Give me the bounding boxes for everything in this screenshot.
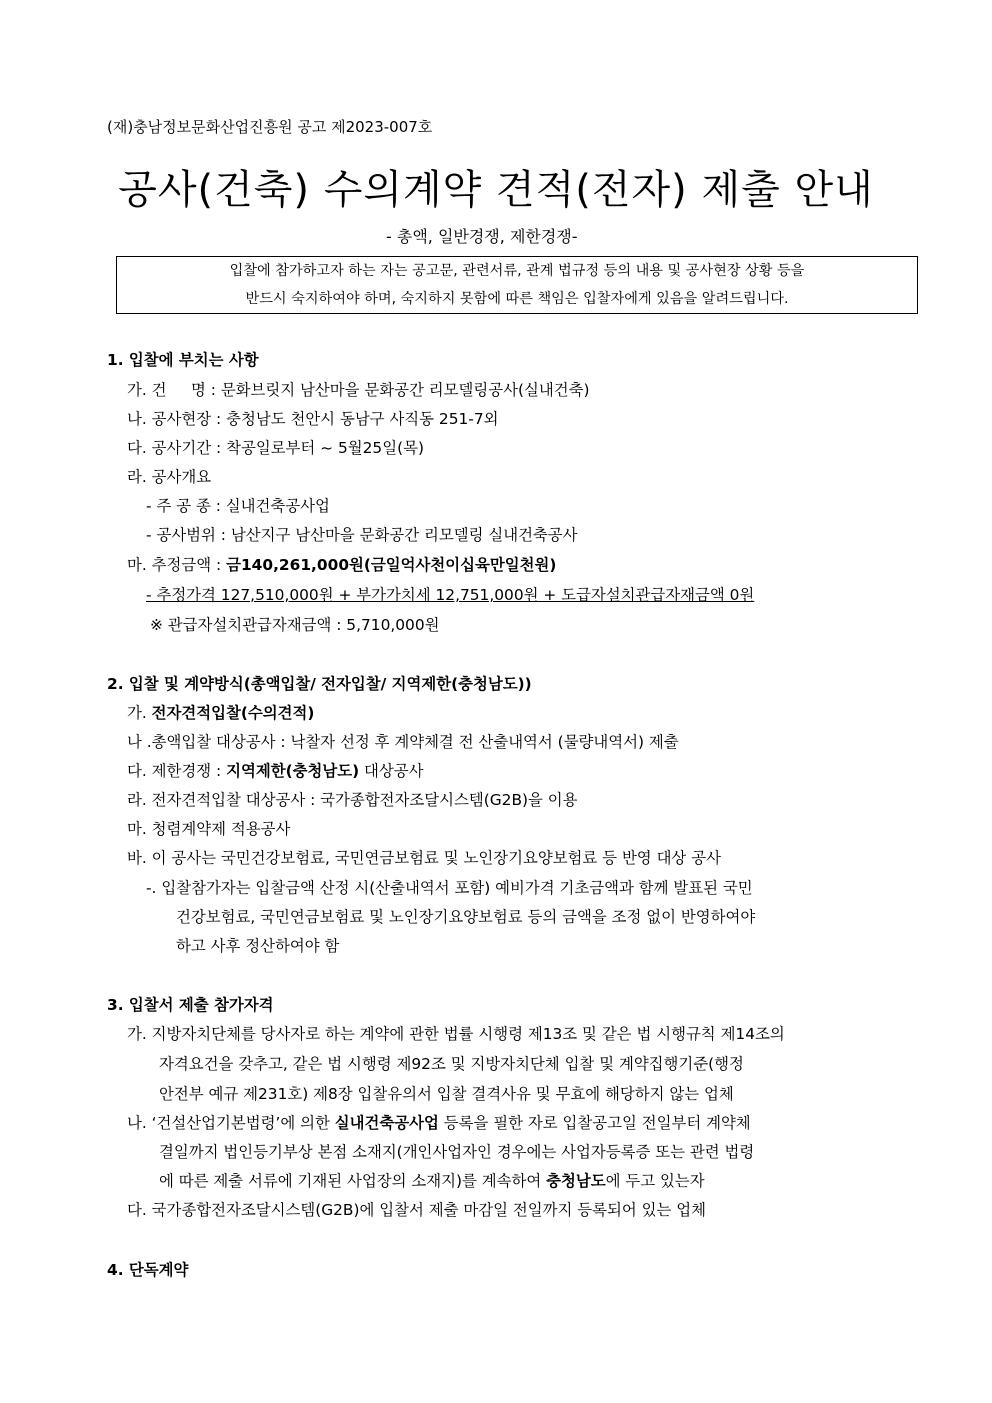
item-prefix: 나. ‘건설산업기본법령’에 의한 [127, 1114, 335, 1132]
section2-item-b: 나 .총액입찰 대상공사 : 낙찰자 선정 후 계약체결 전 산출내역서 (물량내역서) 제출 [127, 733, 679, 751]
page-title: 공사(건축) 수의계약 견적(전자) 제출 안내 [118, 167, 874, 213]
item-emphasis: 충청남도 [546, 1172, 606, 1190]
item-prefix: 가. [127, 704, 152, 722]
section3-item-c: 다. 국가종합전자조달시스템(G2B)에 입찰서 제출 마감일 전일까지 등록되어 있는 업체 [127, 1201, 706, 1219]
section3-item-b-cont: 결일까지 법인등기부상 본점 소재지(개인사업자인 경우에는 사업자등록증 또는 관련 법령 [159, 1143, 755, 1161]
section3-heading: 3. 입찰서 제출 참가자격 [107, 996, 274, 1014]
item-emphasis: 지역제한(충청남도) [226, 762, 360, 780]
section2-item-f: 바. 이 공사는 국민건강보험료, 국민연금보험료 및 노인장기요양보험료 등 반영 대상 공사 [127, 849, 721, 867]
section3-item-b-cont [159, 1170, 705, 1192]
notice-box-line: 입찰에 참가하고자 하는 자는 공고문, 관련서류, 관계 법규정 등의 내용 및 공사현장 상황 등을 [229, 263, 805, 279]
item-suffix: 대상공사 [359, 762, 424, 780]
section2-item-e: 마. 청렴계약제 적용공사 [127, 820, 291, 838]
section2-item-c [127, 760, 423, 782]
section4-heading: 4. 단독계약 [107, 1261, 189, 1279]
item-suffix: 등록을 필한 자로 입찰공고일 전일부터 계약체 [438, 1114, 751, 1132]
item-prefix: 에 따른 제출 서류에 기재된 사업장의 소재지)를 계속하여 [159, 1172, 547, 1190]
section1-item-name: 가. 건 명 : 문화브릿지 남산마을 문화공간 리모델링공사(실내건축) [127, 381, 590, 399]
section1-item-scope: - 공사범위 : 남산지구 남산마을 문화공간 리모델링 실내건축공사 [146, 526, 578, 544]
section3-item-a-cont: 자격요건을 갖추고, 같은 법 시행령 제92조 및 지방자치단체 입찰 및 계약집행기준(행정 [159, 1055, 744, 1073]
section3-item-a-cont: 안전부 예규 제231호) 제8장 입찰유의서 입찰 결격사유 및 무효에 해당하지 않는 업체 [159, 1085, 734, 1103]
item-suffix: 에 두고 있는자 [605, 1172, 705, 1190]
section3-item-a: 가. 지방자치단체를 당사자로 하는 계약에 관한 법률 시행령 제13조 및 같은 법 시행규칙 제14조의 [127, 1025, 785, 1043]
notice-box [116, 256, 918, 314]
section1-item-site: 나. 공사현장 : 충청남도 천안시 동남구 사직동 251-7외 [127, 410, 499, 428]
section1-item-note: ※ 관급자설치관급자재금액 : 5,710,000원 [150, 616, 440, 634]
amount-label: 마. 추정금액 : [127, 556, 227, 574]
page-subtitle: - 총액, 일반경쟁, 제한경쟁- [386, 227, 578, 246]
item-prefix: 다. 제한경쟁 : [127, 762, 227, 780]
item-emphasis: 실내건축공사업 [334, 1114, 439, 1132]
section1-item-period: 다. 공사기간 : 착공일로부터 ~ 5월25일(목) [127, 439, 424, 457]
section1-item-overview: 라. 공사개요 [127, 468, 212, 486]
notice-number: (재)충남정보문화산업진흥원 공고 제2023-007호 [107, 118, 433, 136]
section2-item-f-sub: 하고 사후 정산하여야 함 [176, 937, 340, 955]
section3-item-b [127, 1112, 751, 1134]
section2-item-f-sub: -. 입찰참가자는 입찰금액 산정 시(산출내역서 포함) 예비가격 기초금액과 함께 발표된 국민 [146, 879, 753, 897]
section1-item-type: - 주 공 종 : 실내건축공사업 [146, 497, 330, 515]
section2-item-d: 라. 전자견적입찰 대상공사 : 국가종합전자조달시스템(G2B)을 이용 [127, 791, 578, 809]
section1-heading: 1. 입찰에 부치는 사항 [107, 351, 259, 369]
notice-box-line: 반드시 숙지하여야 하며, 숙지하지 못함에 따른 책임은 입찰자에게 있음을 알려드립니다. [245, 291, 789, 307]
item-emphasis: 전자견적입찰(수의견적) [151, 704, 315, 722]
section1-item-breakdown: - 추정가격 127,510,000원 + 부가가치세 12,751,000원 + 도급자설치관급자재금액 0원 [146, 586, 755, 604]
section2-item-f-sub: 건강보험료, 국민연금보험료 및 노인장기요양보험료 등의 금액을 조정 없이 반영하여야 [176, 908, 756, 926]
amount-value: 금140,261,000원(금일억사천이십육만일천원) [226, 556, 557, 574]
section1-item-amount [127, 554, 556, 576]
section2-item-a [127, 702, 314, 724]
section2-heading: 2. 입찰 및 계약방식(총액입찰/ 전자입찰/ 지역제한(충청남도)) [107, 675, 532, 693]
